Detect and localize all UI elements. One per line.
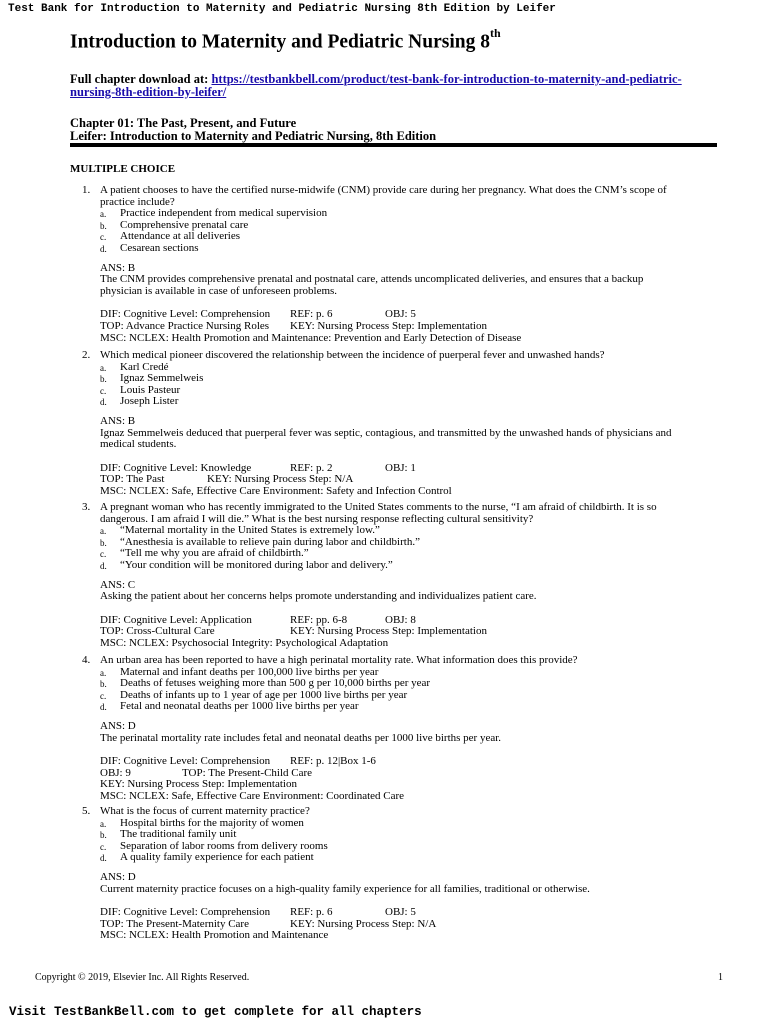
top-banner: Test Bank for Introduction to Maternity and Pediatric Nursing 8th Edition by Leifer: [8, 3, 556, 15]
option-letter: c.: [100, 385, 107, 396]
option-letter: c.: [100, 690, 107, 701]
rationale: [70, 591, 720, 603]
rationale-line: physician is available in case of unforeseen problems.: [100, 284, 338, 297]
stem-line: Which medical pioneer discovered the relationship between the incidence of puerperal fever and unwashed hands?: [100, 349, 605, 361]
objective: OBJ: 9: [100, 766, 131, 779]
option-letter: b.: [100, 220, 107, 231]
reference: REF: pp. 6-8: [290, 613, 348, 626]
option-letter: b.: [100, 537, 107, 548]
difficulty: DIF: Cognitive Level: Comprehension: [100, 308, 271, 321]
reference: REF: p. 2: [290, 461, 333, 474]
reference: REF: p. 6: [290, 906, 333, 919]
answer-key: ANS: B: [100, 414, 136, 427]
question-number: 5.: [82, 805, 91, 817]
question-metadata: [70, 463, 720, 498]
rationale: [70, 274, 720, 297]
option-text: “Maternal mortality in the United States is extremely low.”: [120, 524, 380, 537]
question-3: [70, 502, 720, 650]
question-2: [70, 350, 720, 498]
rationale-line: The CNM provides comprehensive prenatal and postnatal care, attends uncomplicated deliveries, and ensures that a backup: [100, 273, 644, 286]
option-letter: a.: [100, 526, 107, 537]
key: KEY: Nursing Process Step: N/A: [207, 473, 354, 486]
option-letter: a.: [100, 667, 107, 678]
option-text: The traditional family unit: [120, 828, 237, 841]
option-letter: b.: [100, 374, 107, 385]
download-link-line2: nursing-8th-edition-by-leifer/: [70, 85, 227, 99]
option-letter: a.: [100, 362, 107, 373]
option-text: Maternal and infant deaths per 100,000 live births per year: [120, 665, 379, 678]
option-letter: a.: [100, 818, 107, 829]
option-text: “Your condition will be monitored during labor and delivery.”: [120, 558, 393, 571]
reference: REF: p. 6: [290, 308, 333, 321]
option-letter: d.: [100, 702, 107, 713]
question-stem: [70, 502, 720, 525]
stem-line: dangerous. I am afraid I will die.” What is the best nursing response reflecting cultural sensitivity?: [100, 512, 534, 525]
title-text: Introduction to Maternity and Pediatric Nursing 8: [70, 31, 490, 53]
msc: MSC: NCLEX: Safe, Effective Care Environment: Safety and Infection Control: [100, 484, 452, 497]
option-text: Attendance at all deliveries: [120, 230, 241, 243]
option-text: Practice independent from medical supervision: [120, 207, 328, 220]
question-number: 4.: [82, 654, 91, 666]
option-letter: d.: [100, 243, 107, 254]
option-d: [70, 560, 720, 572]
reference: REF: p. 12|Box 1-6: [290, 755, 376, 768]
book-title: Leifer: Introduction to Maternity and Pediatric Nursing, 8th Edition: [70, 129, 437, 143]
rationale: [70, 733, 720, 745]
question-number: 1.: [82, 184, 91, 196]
stem-line: A pregnant woman who has recently immigrated to the United States comments to the nurse, “I am afraid of childbirth. It is so: [100, 501, 657, 513]
option-letter: d.: [100, 560, 107, 571]
download-notice: [70, 73, 720, 99]
title-superscript: th: [489, 26, 501, 40]
rationale-line: Ignaz Semmelweis deduced that puerperal fever was septic, contagious, and transmitted by the unwashed hands of physicians and: [100, 426, 672, 439]
footer-copyright: Copyright © 2019, Elsevier Inc. All Rights Reserved.: [35, 972, 250, 983]
question-4: [70, 655, 720, 803]
question-metadata: [70, 756, 720, 802]
stem-line: practice include?: [100, 195, 175, 208]
chapter-title: Chapter 01: The Past, Present, and Future: [70, 116, 297, 130]
rationale-line: Current maternity practice focuses on a high-quality family experience for all families, traditional or otherwise.: [100, 882, 590, 895]
heading-divider: [70, 143, 717, 147]
option-text: Ignaz Semmelweis: [120, 372, 204, 385]
option-text: Separation of labor rooms from delivery rooms: [120, 839, 328, 852]
question-metadata: [70, 615, 720, 650]
chapter-heading: [70, 117, 436, 143]
option-letter: a.: [100, 209, 107, 220]
option-letter: c.: [100, 232, 107, 243]
option-letter: d.: [100, 853, 107, 864]
option-d: [70, 243, 720, 255]
option-d: [70, 701, 720, 713]
answer-key: ANS: B: [100, 261, 136, 274]
option-letter: c.: [100, 841, 107, 852]
option-letter: b.: [100, 830, 107, 841]
topic: TOP: Cross-Cultural Care: [100, 625, 215, 638]
option-text: Comprehensive prenatal care: [120, 218, 249, 231]
msc: MSC: NCLEX: Health Promotion and Maintenance: [100, 929, 329, 942]
page-number: 1: [718, 972, 723, 983]
option-letter: c.: [100, 549, 107, 560]
option-text: Cesarean sections: [120, 241, 199, 254]
stem-line: An urban area has been reported to have a high perinatal mortality rate. What information does this provide?: [100, 654, 578, 666]
topic: TOP: The Past: [100, 473, 165, 486]
msc: MSC: NCLEX: Health Promotion and Maintenance: Prevention and Early Detection of Disease: [100, 331, 522, 344]
question-5: [70, 806, 720, 942]
option-text: Fetal and neonatal deaths per 1000 live births per year: [120, 700, 359, 713]
difficulty: DIF: Cognitive Level: Comprehension: [100, 755, 271, 768]
answer-key: ANS: D: [100, 870, 136, 883]
option-d: [70, 852, 720, 864]
download-label: Full chapter download at:: [70, 72, 212, 86]
download-link-line1: https://testbankbell.com/product/test-bank-for-introduction-to-maternity-and-pediatric-: [211, 72, 682, 86]
question-metadata: [70, 907, 720, 942]
option-letter: d.: [100, 397, 107, 408]
rationale: [70, 428, 720, 451]
topic: TOP: The Present-Maternity Care: [100, 917, 249, 930]
objective: OBJ: 8: [385, 613, 416, 626]
msc: MSC: NCLEX: Psychosocial Integrity: Psychological Adaptation: [100, 636, 389, 649]
key: KEY: Nursing Process Step: N/A: [290, 917, 437, 930]
bottom-banner: Visit TestBankBell.com to get complete for all chapters: [9, 1005, 422, 1019]
difficulty: DIF: Cognitive Level: Knowledge: [100, 461, 252, 474]
question-number: 2.: [82, 349, 91, 361]
section-heading: MULTIPLE CHOICE: [70, 163, 176, 175]
objective: OBJ: 1: [385, 461, 416, 474]
key: KEY: Nursing Process Step: Implementation: [100, 778, 297, 791]
topic: TOP: The Present-Child Care: [182, 766, 313, 779]
answer-key: ANS: C: [100, 578, 136, 591]
page-title: [70, 26, 501, 54]
question-metadata: [70, 309, 720, 344]
rationale-line: The perinatal mortality rate includes fetal and neonatal deaths per 1000 live births per year.: [100, 731, 502, 744]
option-text: A quality family experience for each patient: [120, 851, 314, 864]
option-text: Louis Pasteur: [120, 383, 181, 396]
stem-line: A patient chooses to have the certified nurse-midwife (CNM) provide care during her pregnancy. What does the CNM’s scope of: [100, 184, 667, 196]
question-1: [70, 185, 720, 344]
answer-key: ANS: D: [100, 719, 136, 732]
difficulty: DIF: Cognitive Level: Application: [100, 613, 252, 626]
option-text: “Tell me why you are afraid of childbirth.”: [120, 547, 309, 560]
option-text: Karl Credé: [120, 360, 169, 373]
option-text: Deaths of infants up to 1 year of age per 1000 live births per year: [120, 688, 408, 701]
topic: TOP: Advance Practice Nursing Roles: [100, 319, 270, 332]
msc: MSC: NCLEX: Safe, Effective Care Environment: Coordinated Care: [100, 789, 405, 802]
option-d: [70, 396, 720, 408]
key: KEY: Nursing Process Step: Implementation: [290, 319, 487, 332]
key: KEY: Nursing Process Step: Implementation: [290, 625, 487, 638]
question-number: 3.: [82, 501, 91, 513]
option-text: Joseph Lister: [120, 395, 179, 408]
option-text: Hospital births for the majority of women: [120, 816, 304, 829]
option-text: Deaths of fetuses weighing more than 500 g per 10,000 births per year: [120, 677, 431, 690]
rationale: [70, 884, 720, 896]
difficulty: DIF: Cognitive Level: Comprehension: [100, 906, 271, 919]
rationale-line: medical students.: [100, 438, 177, 451]
objective: OBJ: 5: [385, 308, 416, 321]
option-text: “Anesthesia is available to relieve pain during labor and childbirth.”: [120, 535, 420, 548]
question-stem: [70, 185, 720, 208]
objective: OBJ: 5: [385, 906, 416, 919]
stem-line: What is the focus of current maternity practice?: [100, 805, 310, 817]
rationale-line: Asking the patient about her concerns helps promote understanding and individualizes patient care.: [100, 590, 537, 603]
option-letter: b.: [100, 679, 107, 690]
